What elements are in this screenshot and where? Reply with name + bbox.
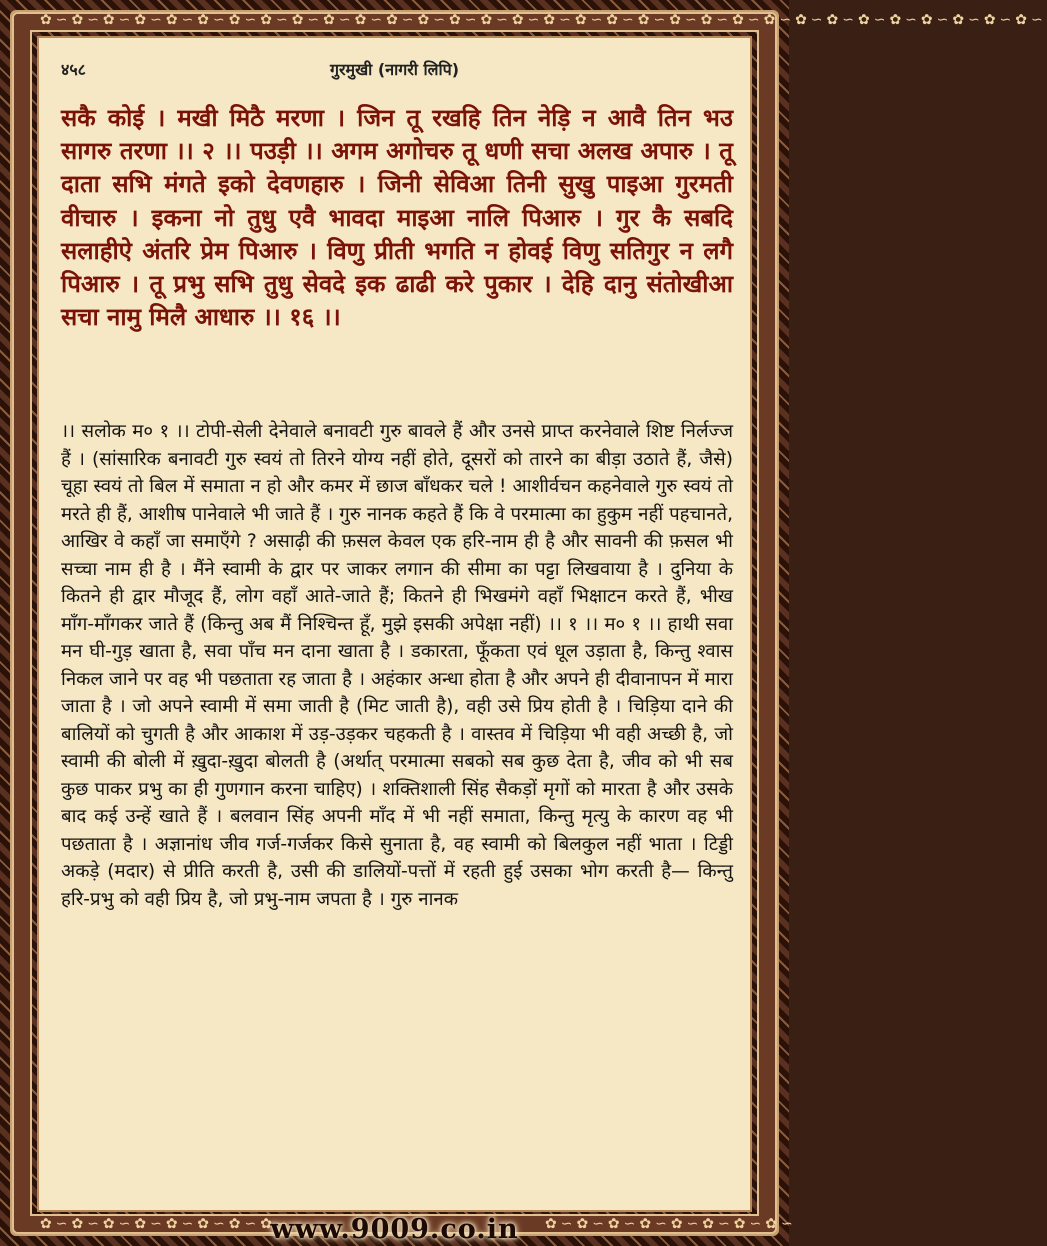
footer-bar <box>0 1212 797 1246</box>
site-url-watermark: www.9009.co.in <box>270 1214 519 1245</box>
top-ornament: ✿∽✿∽✿∽✿∽✿∽✿∽✿∽✿∽✿∽✿∽✿∽✿∽✿∽✿∽✿∽✿∽✿∽✿∽✿∽✿∽✿∽✿∽✿∽✿∽✿∽✿∽✿∽✿∽✿∽✿∽✿∽✿∽ <box>40 12 1047 28</box>
book-page <box>37 36 752 1212</box>
page-header <box>37 58 752 82</box>
page-number: ४५८ <box>61 60 86 79</box>
bottom-right-ornament: ✿∽✿∽✿∽✿∽✿∽✿∽✿∽✿∽ <box>545 1216 797 1232</box>
running-title: गुरमुखी (नागरी लिपि) <box>329 60 460 79</box>
bottom-left-ornament: ✿∽✿∽✿∽✿∽✿∽✿∽✿∽✿∽ <box>40 1216 292 1232</box>
gurmukhi-verse: सकै कोई । मखी मिठै मरणा । जिन तू रखहि तिन नेड़ि न आवै तिन भउ सागरु तरणा ।। २ ।। पउड़ी ।। अगम अगोचरु तू धणी सचा अलख अपारु । तू दाता सभि मंगते इको देवणहारु । जिनी सेविआ तिनी सुखु पाइआ गुरमती वीचारु । इकना नो तुधु एवै भावदा माइआ नालि पिआरु । गुर कै सबदि सलाहीऐ अंतरि प्रेम पिआरु । विणु प्रीती भगति न होवई विणु सतिगुर न लगै पिआरु । तू प्रभु सभि तुधु सेवदे इक ढाढी करे पुकार । देहि दानु संतोखीआ सचा नामु मिलै आधारु ।। १६ ।। <box>61 104 733 332</box>
hindi-translation: ।। सलोक म० १ ।। टोपी-सेली देनेवाले बनावटी गुरु बावले हैं और उनसे प्राप्त करनेवाले शिष्ट निर्लज्ज हैं । (सांसारिक बनावटी गुरु स्वयं तो तिरने योग्य नहीं होते, दूसरों को तारने का बीड़ा उठाते हैं, जैसे) चूहा स्वयं तो बिल में समाता न हो और कमर में छाज बाँधकर चले ! आशीर्वचन कहनेवाले गुरु स्वयं तो मरते ही हैं, आशीष पानेवाले भी जाते हैं । गुरु नानक कहते हैं कि वे परमात्मा का हुकुम नहीं पहचानते, आखिर वे कहाँ जा समाएँगे ? असाढ़ी की फ़सल केवल एक हरि-नाम ही है और सावनी की फ़सल भी सच्चा नाम ही है । मैंने स्वामी के द्वार पर जाकर लगान की सीमा का पट्टा लिखवाया है । दुनिया के कितने ही द्वार मौजूद हैं, लोग वहाँ आते-जाते हैं; कितने ही भिखमंगे वहाँ भिक्षाटन करते हैं, भीख माँग-माँगकर जाते हैं (किन्तु अब मैं निश्चिन्त हूँ, मुझे इसकी अपेक्षा नहीं) ।। १ ।। म० १ ।। हाथी सवा मन घी-गुड़ खाता है, सवा पाँच मन दाना खाता है । डकारता, फूँकता एवं धूल उड़ाता है, किन्तु श्वास निकल जाने पर वह भी पछताता रह जाता है । अहंकार अन्धा होता है और अपने ही दीवानापन में मारा जाता है । जो अपने स्वामी में समा जाती है (मिट जाती है), वही उसे प्रिय होती है । चिड़िया दाने की बालियों को चुगती है और आकाश में उड़-उड़कर चहकती है । वास्तव में चिड़िया भी वही अच्छी है, जो स्वामी की बोली में ख़ुदा-ख़ुदा बोलती है (अर्थात् परमात्मा सबको सब कुछ देता है, जीव को भी सब कुछ पाकर प्रभु का ही गुणगान करना चाहिए) । शक्तिशाली सिंह सैकड़ों मृगों को मारता है और उसके बाद कई उन्हें खाते हैं । बलवान सिंह अपनी माँद में भी नहीं समाता, किन्तु मृत्यु के कारण वह भी पछताता है । अज्ञानांध जीव गर्ज-गर्जकर किसे सुनाता है, वह स्वामी को बिलकुल नहीं भाता । टिड्डी अकड़े (मदार) से प्रीति करती है, उसी की डालियों-पत्तों में रहती हुई उसका भोग करती है— किन्तु हरि-प्रभु को वही प्रिय है, जो प्रभु-नाम जपता है । गुरु नानक <box>61 421 733 910</box>
